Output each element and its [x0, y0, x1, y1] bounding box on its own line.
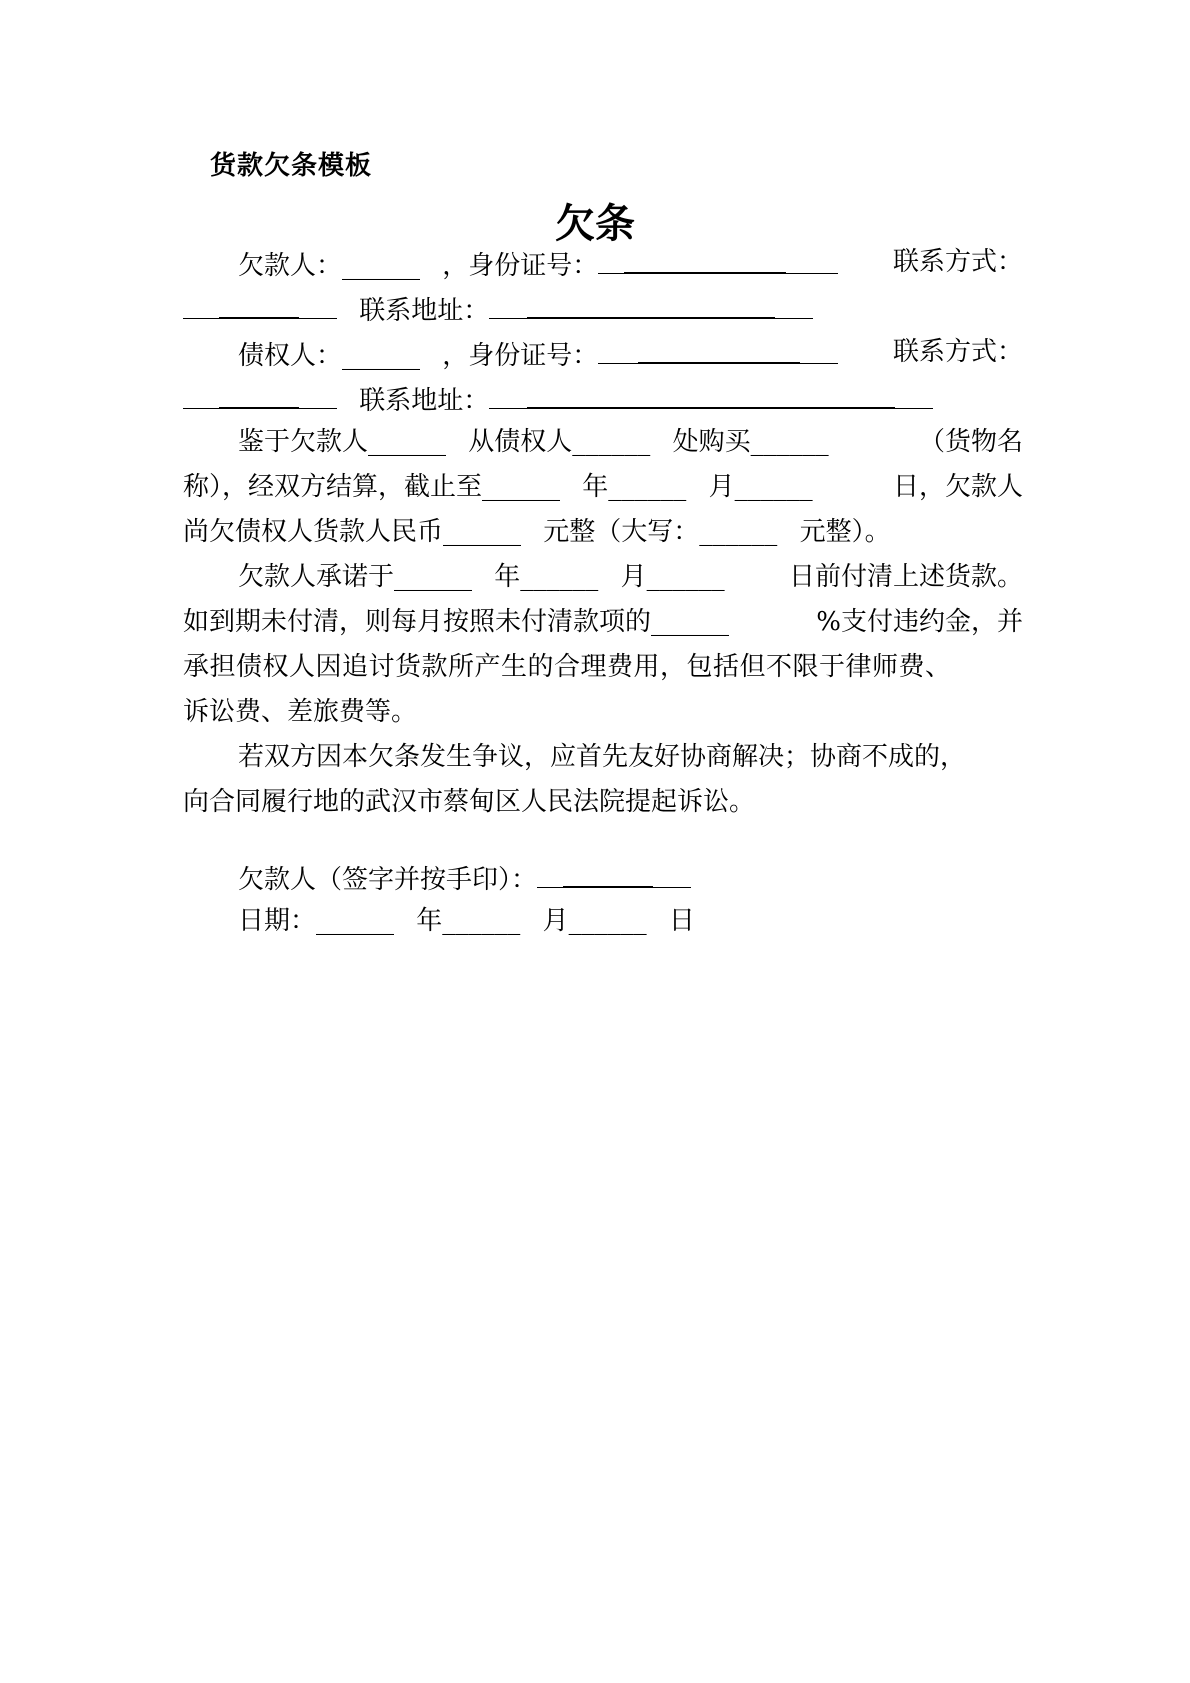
clause1-text-d: （货物名 — [918, 427, 1023, 457]
clause1-year-label: 年 — [582, 472, 609, 502]
debtor-contact-blank-pre — [183, 290, 219, 319]
clause2-text-c: 如到期未付清，则每月按照未付清款项的 — [183, 607, 652, 637]
clause1-amount-label: 尚欠债权人货款人民币 — [183, 517, 444, 547]
creditor-id-label: ，身份证号： — [442, 341, 599, 371]
debtor-contact-label: 联系方式： — [892, 247, 1023, 277]
debtor-id-field[interactable] — [624, 244, 786, 274]
creditor-contact-blank-pre — [183, 380, 219, 409]
clause2-line-3: 承担债权人因追讨货款所产生的合理费用，包括但不限于律师费、 — [183, 652, 952, 682]
clause1-text-a: 鉴于欠款人 — [238, 427, 369, 457]
clause3-line-2: 向合同履行地的武汉市蔡甸区人民法院提起诉讼。 — [183, 787, 756, 817]
creditor-line-2 — [183, 379, 1023, 415]
signature-label: 欠款人（签字并按手印）： — [238, 865, 538, 895]
signature-blank-pre — [537, 859, 563, 888]
clause3-line-1: 若双方因本欠条发生争议，应首先友好协商解决；协商不成的， — [238, 742, 967, 772]
clause2-month-label: 月 — [620, 562, 647, 592]
signature-field[interactable] — [563, 858, 653, 888]
clause2-text-d: %支付违约金，并 — [816, 607, 1023, 637]
debtor-line-2 — [183, 289, 1023, 325]
clause1-goods-blank[interactable]: ______ — [750, 427, 829, 457]
clause1-uppercase-blank[interactable]: ______ — [699, 517, 778, 547]
clause1-day-blank[interactable]: ______ — [734, 472, 813, 502]
clause1-line-3 — [183, 514, 1023, 550]
clause1-year-blank[interactable]: ______ — [482, 472, 561, 502]
clause2-line-4: 诉讼费、差旅费等。 — [183, 697, 418, 727]
debtor-contact-blank-post — [299, 290, 337, 319]
clause1-text-b: 从债权人 — [468, 427, 573, 457]
clause2-month-blank[interactable]: ______ — [520, 562, 599, 592]
debtor-id-blank-pre — [598, 245, 624, 274]
clause1-creditor-blank[interactable]: ______ — [572, 427, 651, 457]
date-month-blank[interactable]: ______ — [442, 906, 521, 936]
debtor-name-blank[interactable]: ______ — [342, 251, 421, 281]
clause1-month-blank[interactable]: ______ — [608, 472, 687, 502]
debtor-address-field[interactable] — [527, 289, 775, 319]
clause1-month-label: 月 — [708, 472, 735, 502]
date-year-blank[interactable]: ______ — [316, 906, 395, 936]
clause2-line-2 — [183, 604, 1023, 640]
date-day-label: 日 — [668, 906, 695, 936]
clause1-text-e: 称），经双方结算，截止至 — [183, 472, 483, 502]
date-month-label: 月 — [542, 906, 569, 936]
creditor-address-field[interactable] — [527, 379, 895, 409]
creditor-address-label: 联系地址： — [359, 386, 490, 416]
clause2-year-label: 年 — [494, 562, 521, 592]
debtor-line-1 — [238, 244, 1023, 280]
debtor-address-blank-pre — [489, 290, 527, 319]
date-day-blank[interactable]: ______ — [568, 906, 647, 936]
clause2-text-b: 日前付清上述货款。 — [788, 562, 1023, 592]
debtor-address-label: 联系地址： — [359, 296, 490, 326]
creditor-id-field[interactable] — [638, 334, 800, 364]
signature-line — [238, 858, 1023, 894]
clause1-text-c: 处购买 — [672, 427, 751, 457]
clause1-debtor-blank[interactable]: ______ — [368, 427, 447, 457]
debtor-address-blank-post — [775, 290, 813, 319]
clause1-uppercase-label: 元整（大写： — [543, 517, 700, 547]
creditor-address-blank-post — [895, 380, 933, 409]
debtor-contact-field[interactable] — [219, 289, 299, 319]
clause1-line-2 — [183, 469, 1023, 505]
clause2-year-blank[interactable]: ______ — [394, 562, 473, 592]
debtor-label: 欠款人： — [238, 251, 343, 281]
clause1-text-f: 元整）。 — [799, 517, 891, 547]
creditor-contact-field[interactable] — [219, 379, 299, 409]
clause2-line-1 — [238, 559, 1023, 595]
creditor-contact-label: 联系方式： — [892, 337, 1023, 367]
clause2-day-blank[interactable]: ______ — [646, 562, 725, 592]
creditor-contact-blank-post — [299, 380, 337, 409]
clause1-line-1 — [238, 424, 1023, 460]
date-label: 日期： — [238, 906, 317, 936]
date-year-label: 年 — [416, 906, 443, 936]
clause1-amount-blank[interactable]: ______ — [443, 517, 522, 547]
creditor-id-blank-post — [800, 335, 838, 364]
document-title: 欠条 — [555, 200, 635, 247]
creditor-address-blank-pre — [489, 380, 527, 409]
signature-blank-post — [653, 859, 691, 888]
document-heading: 货款欠条模板 — [210, 151, 373, 181]
creditor-line-1 — [238, 334, 1023, 370]
date-line — [238, 903, 1023, 939]
creditor-label: 债权人： — [238, 341, 343, 371]
debtor-id-blank-post — [786, 245, 838, 274]
creditor-name-blank[interactable]: ______ — [342, 341, 421, 371]
clause2-percent-blank[interactable]: ______ — [651, 607, 730, 637]
clause1-day-label: 日，欠款人 — [892, 472, 1023, 502]
debtor-id-label: ，身份证号： — [442, 251, 599, 281]
clause2-text-a: 欠款人承诺于 — [238, 562, 395, 592]
creditor-id-blank-pre — [598, 335, 638, 364]
